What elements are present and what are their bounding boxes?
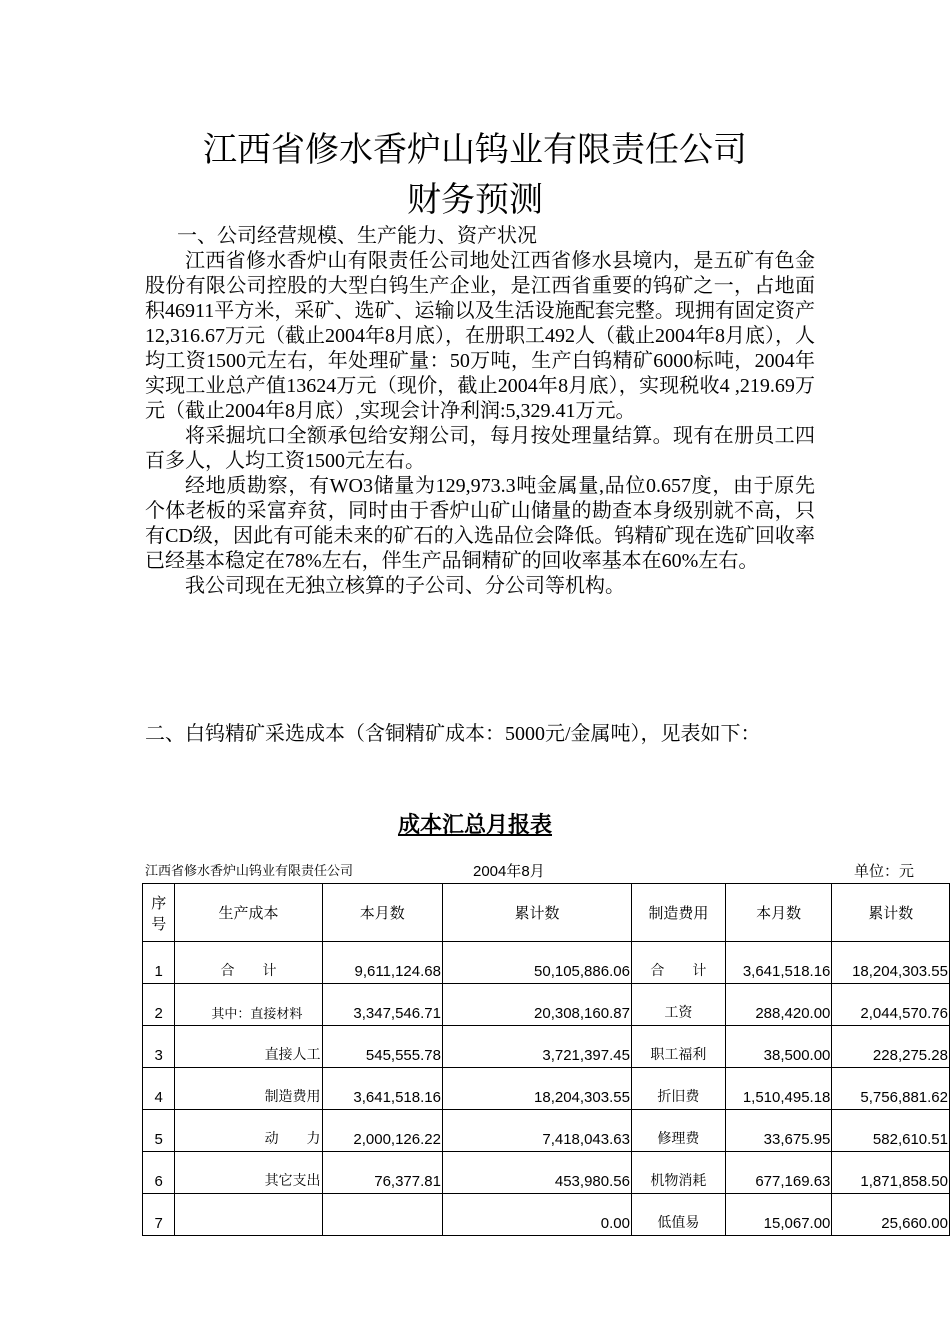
company-title: 江西省修水香炉山钨业有限责任公司 xyxy=(203,130,747,170)
report-date: 2004年8月 xyxy=(473,863,545,880)
row-number: 4 xyxy=(143,1068,175,1110)
mfg-item: 机物消耗 xyxy=(631,1152,725,1194)
column-header: 本月数 xyxy=(322,884,442,942)
mfg-month-value: 288,420.00 xyxy=(725,984,832,1026)
report-title: 成本汇总月报表 xyxy=(397,813,552,838)
cumulative-value: 0.00 xyxy=(442,1194,631,1236)
row-number: 1 xyxy=(143,942,175,984)
section-1-paragraph-3: 经地质勘察，有WO3储量为129,973.3吨金属量,品位0.657度，由于原先个体老板的采富弃贫，同时由于香炉山矿山储量的勘查本身级别就不高，只有CD级，因此有可能未来的矿石的入选品位会降低。钨精矿现在选矿回收率已经基本稳定在78%左右，伴生产品铜精矿的回收率基本在60%左右。 xyxy=(145,475,815,572)
mfg-item: 合 计 xyxy=(631,942,725,984)
document-title: 财务预测 xyxy=(407,180,543,220)
table-row xyxy=(143,984,950,1026)
cumulative-value: 20,308,160.87 xyxy=(442,984,631,1026)
table-header-row xyxy=(143,884,950,942)
cost-item xyxy=(175,1194,322,1236)
column-header: 累计数 xyxy=(832,884,950,942)
section-2-heading: 二、白钨精矿采选成本（含铜精矿成本：5000元/金属吨），见表如下： xyxy=(145,723,761,745)
cumulative-value: 453,980.56 xyxy=(442,1152,631,1194)
table-row xyxy=(143,942,950,984)
mfg-month-value: 15,067.00 xyxy=(725,1194,832,1236)
month-value xyxy=(322,1194,442,1236)
month-value: 76,377.81 xyxy=(322,1152,442,1194)
mfg-item: 职工福利 xyxy=(631,1026,725,1068)
cost-item: 其中：直接材料 xyxy=(175,984,322,1026)
section-1 xyxy=(145,224,815,599)
section-1-heading: 一、公司经营规模、生产能力、资产状况 xyxy=(177,225,537,247)
report-unit: 单位：元 xyxy=(853,862,914,880)
cost-item: 直接人工 xyxy=(175,1026,322,1068)
mfg-item: 折旧费 xyxy=(631,1068,725,1110)
cost-item: 动 力 xyxy=(175,1110,322,1152)
mfg-cumulative-value: 1,871,858.50 xyxy=(832,1152,950,1194)
month-value: 3,347,546.71 xyxy=(322,984,442,1026)
cost-item: 其它支出 xyxy=(175,1152,322,1194)
mfg-month-value: 38,500.00 xyxy=(725,1026,832,1068)
section-1-paragraph-4: 我公司现在无独立核算的子公司、分公司等机构。 xyxy=(185,575,625,597)
table-row xyxy=(143,1152,950,1194)
cost-summary-table xyxy=(142,883,950,1236)
column-header: 本月数 xyxy=(725,884,832,942)
month-value: 2,000,126.22 xyxy=(322,1110,442,1152)
cumulative-value: 18,204,303.55 xyxy=(442,1068,631,1110)
mfg-cumulative-value: 5,756,881.62 xyxy=(832,1068,950,1110)
mfg-month-value: 1,510,495.18 xyxy=(725,1068,832,1110)
report-company: 江西省修水香炉山钨业有限责任公司 xyxy=(145,864,354,879)
column-header: 生产成本 xyxy=(175,884,322,942)
mfg-cumulative-value: 18,204,303.55 xyxy=(832,942,950,984)
cumulative-value: 50,105,886.06 xyxy=(442,942,631,984)
mfg-month-value: 677,169.63 xyxy=(725,1152,832,1194)
month-value: 545,555.78 xyxy=(322,1026,442,1068)
month-value: 3,641,518.16 xyxy=(322,1068,442,1110)
mfg-cumulative-value: 25,660.00 xyxy=(832,1194,950,1236)
row-number: 2 xyxy=(143,984,175,1026)
cost-item: 制造费用 xyxy=(175,1068,322,1110)
mfg-month-value: 33,675.95 xyxy=(725,1110,832,1152)
row-number: 7 xyxy=(143,1194,175,1236)
cumulative-value: 3,721,397.45 xyxy=(442,1026,631,1068)
cost-item: 合 计 xyxy=(175,942,322,984)
mfg-cumulative-value: 2,044,570.76 xyxy=(832,984,950,1026)
section-2 xyxy=(145,722,815,747)
mfg-month-value: 3,641,518.16 xyxy=(725,942,832,984)
mfg-cumulative-value: 582,610.51 xyxy=(832,1110,950,1152)
month-value: 9,611,124.68 xyxy=(322,942,442,984)
table-row xyxy=(143,1110,950,1152)
mfg-item: 修理费 xyxy=(631,1110,725,1152)
mfg-item: 低值易 xyxy=(631,1194,725,1236)
row-number: 5 xyxy=(143,1110,175,1152)
mfg-cumulative-value: 228,275.28 xyxy=(832,1026,950,1068)
column-header: 序号 xyxy=(143,884,175,942)
mfg-item: 工资 xyxy=(631,984,725,1026)
row-number: 3 xyxy=(143,1026,175,1068)
column-header: 累计数 xyxy=(442,884,631,942)
table-row xyxy=(143,1068,950,1110)
section-1-paragraph-1: 江西省修水香炉山有限责任公司地处江西省修水县境内，是五矿有色金股份有限公司控股的大型白钨生产企业，是江西省重要的钨矿之一，占地面积46911平方米，采矿、选矿、运输以及生活设施配套完整。现拥有固定资产12,316.67万元（截止2004年8月底），在册职工492人（截止2004年8月底），人均工资1500元左右，年处理矿量：50万吨，生产白钨精矿6000标吨，2004年实现工业总产值13624万元（现价，截止2004年8月底），实现税收4 ,219.69万元（截止2004年8月底）,实现会计净利润:5,329.41万元。 xyxy=(145,250,815,422)
column-header: 制造费用 xyxy=(631,884,725,942)
cumulative-value: 7,418,043.63 xyxy=(442,1110,631,1152)
table-row xyxy=(143,1026,950,1068)
table-row xyxy=(143,1194,950,1236)
section-1-paragraph-2: 将采掘坑口全额承包给安翔公司，每月按处理量结算。现有在册员工四百多人，人均工资1500元左右。 xyxy=(145,425,815,472)
row-number: 6 xyxy=(143,1152,175,1194)
